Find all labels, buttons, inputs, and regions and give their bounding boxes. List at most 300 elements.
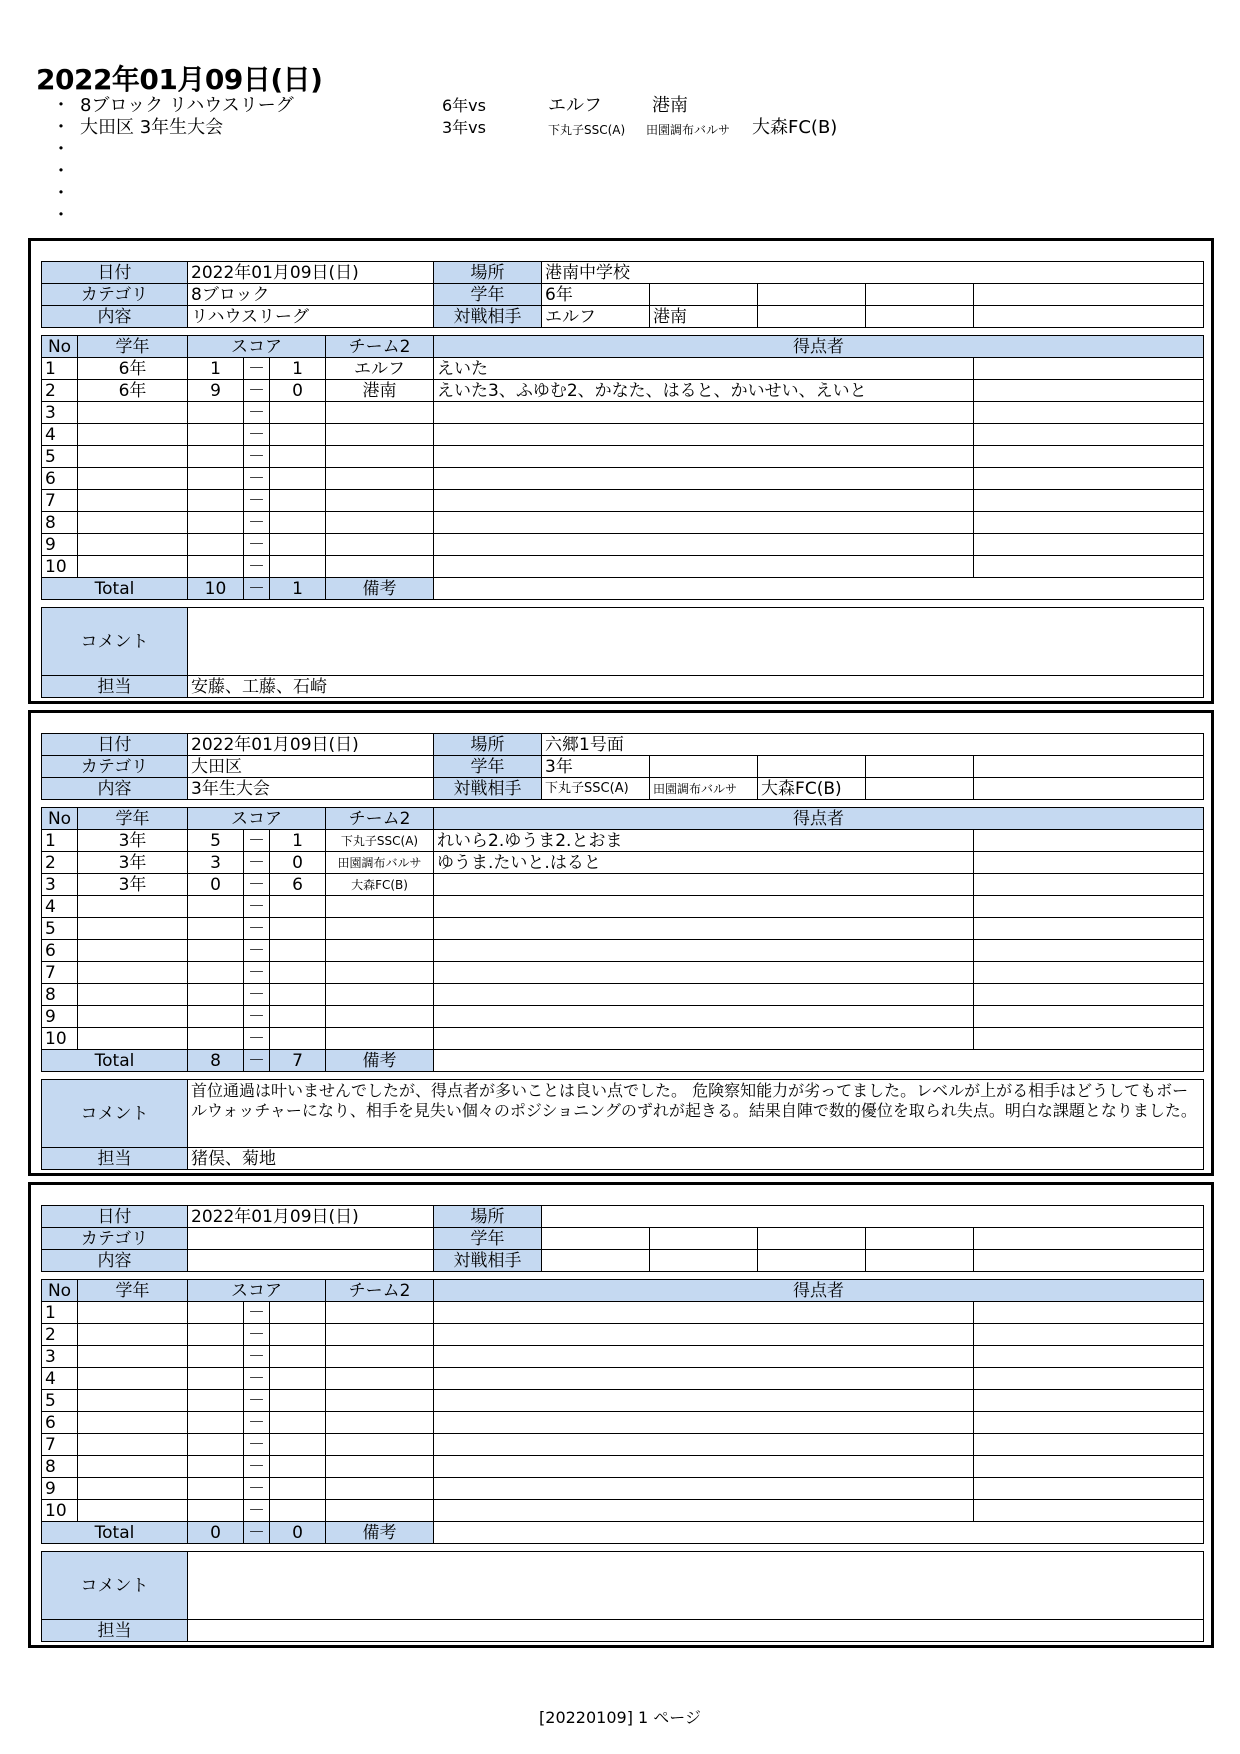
date-label: 日付 bbox=[42, 734, 188, 756]
row-score-home bbox=[188, 962, 244, 984]
remarks-label: 備考 bbox=[326, 1050, 434, 1072]
date-label: 日付 bbox=[42, 262, 188, 284]
row-grade bbox=[78, 984, 188, 1006]
row-score-away bbox=[270, 896, 326, 918]
opponent-value bbox=[650, 1250, 758, 1272]
category-value: 8ブロック bbox=[188, 284, 434, 306]
opponent-value bbox=[866, 1250, 974, 1272]
score-header: スコア bbox=[188, 1280, 326, 1302]
row-score-dash: － bbox=[244, 1324, 270, 1346]
row-scorers bbox=[434, 1456, 974, 1478]
row-grade bbox=[78, 1302, 188, 1324]
row-team2 bbox=[326, 446, 434, 468]
place-label: 場所 bbox=[434, 734, 542, 756]
info-row bbox=[42, 734, 1204, 756]
comment-value: 首位通過は叶いませんでしたが、得点者が多いことは良い点でした。 危険察知能力が劣ってました。レベルが上がる相手はどうしてもボールウォッチャーになり、相手を見失い個々のポジショニングのずれが起きる。結果自陣で数的優位を取られ失点。明白な課題となりました。 bbox=[188, 1080, 1204, 1148]
row-grade bbox=[78, 534, 188, 556]
row-team2: エルフ bbox=[326, 358, 434, 380]
row-scorers bbox=[434, 402, 974, 424]
row-team2 bbox=[326, 534, 434, 556]
comment-section bbox=[41, 1551, 1203, 1642]
row-score-dash: － bbox=[244, 1390, 270, 1412]
summary-line bbox=[52, 161, 952, 183]
empty-cell bbox=[650, 284, 758, 306]
row-score-home bbox=[188, 1368, 244, 1390]
row-score-dash: － bbox=[244, 512, 270, 534]
row-score-away bbox=[270, 556, 326, 578]
no-header: No bbox=[42, 1280, 78, 1302]
table-row bbox=[42, 490, 1204, 512]
info-row bbox=[42, 284, 1204, 306]
row-grade bbox=[78, 896, 188, 918]
place-label: 場所 bbox=[434, 262, 542, 284]
table-row bbox=[42, 852, 1204, 874]
grade-header: 学年 bbox=[78, 336, 188, 358]
row-score-away: 6 bbox=[270, 874, 326, 896]
row-grade bbox=[78, 402, 188, 424]
empty-cell bbox=[758, 284, 866, 306]
row-scorers bbox=[434, 1302, 974, 1324]
row-team2 bbox=[326, 1346, 434, 1368]
row-no: 9 bbox=[42, 1006, 78, 1028]
row-score-home bbox=[188, 1028, 244, 1050]
scorers-header: 得点者 bbox=[434, 336, 1204, 358]
row-no: 4 bbox=[42, 896, 78, 918]
table-row bbox=[42, 1006, 1204, 1028]
row-score-home bbox=[188, 1412, 244, 1434]
row-score-away bbox=[270, 1478, 326, 1500]
row-score-home: 0 bbox=[188, 874, 244, 896]
row-score-dash: － bbox=[244, 468, 270, 490]
score-header: スコア bbox=[188, 336, 326, 358]
row-score-away bbox=[270, 490, 326, 512]
comment-label: コメント bbox=[42, 608, 188, 676]
row-score-dash: － bbox=[244, 1368, 270, 1390]
match-info-table bbox=[41, 261, 1204, 328]
staff-label: 担当 bbox=[42, 1620, 188, 1642]
row-score-home bbox=[188, 1478, 244, 1500]
row-score-home bbox=[188, 468, 244, 490]
results bbox=[41, 335, 1203, 600]
info-row bbox=[42, 262, 1204, 284]
opponent-label: 対戦相手 bbox=[434, 778, 542, 800]
table-row bbox=[42, 1368, 1204, 1390]
row-score-dash: － bbox=[244, 556, 270, 578]
opponent-value: エルフ bbox=[542, 306, 650, 328]
empty-cell bbox=[974, 1028, 1204, 1050]
empty-cell bbox=[758, 1228, 866, 1250]
row-team2 bbox=[326, 1324, 434, 1346]
row-grade bbox=[78, 918, 188, 940]
content-label: 内容 bbox=[42, 1250, 188, 1272]
total-row bbox=[42, 578, 1204, 600]
table-row bbox=[42, 424, 1204, 446]
row-no: 9 bbox=[42, 534, 78, 556]
row-no: 3 bbox=[42, 1346, 78, 1368]
table-row bbox=[42, 1302, 1204, 1324]
table-row bbox=[42, 984, 1204, 1006]
row-no: 2 bbox=[42, 852, 78, 874]
empty-cell bbox=[974, 424, 1204, 446]
row-team2 bbox=[326, 962, 434, 984]
empty-cell bbox=[974, 1302, 1204, 1324]
table-row bbox=[42, 468, 1204, 490]
row-score-dash: － bbox=[244, 380, 270, 402]
row-score-home bbox=[188, 534, 244, 556]
info-row bbox=[42, 1250, 1204, 1272]
bullet: ・ bbox=[52, 183, 70, 204]
remarks-label: 備考 bbox=[326, 578, 434, 600]
row-score-home: 3 bbox=[188, 852, 244, 874]
category-value: 大田区 bbox=[188, 756, 434, 778]
row-grade: 6年 bbox=[78, 380, 188, 402]
row-team2: 港南 bbox=[326, 380, 434, 402]
total-dash: － bbox=[244, 1050, 270, 1072]
comment-table bbox=[41, 1079, 1204, 1170]
match-info bbox=[41, 261, 1203, 328]
summary-grade: 3年vs bbox=[442, 118, 486, 137]
empty-cell bbox=[974, 852, 1204, 874]
info-row bbox=[42, 306, 1204, 328]
row-no: 2 bbox=[42, 380, 78, 402]
row-score-home: 9 bbox=[188, 380, 244, 402]
row-team2 bbox=[326, 424, 434, 446]
row-scorers bbox=[434, 1434, 974, 1456]
row-team2 bbox=[326, 1006, 434, 1028]
row-score-away: 0 bbox=[270, 852, 326, 874]
row-score-dash: － bbox=[244, 1412, 270, 1434]
row-score-dash: － bbox=[244, 830, 270, 852]
empty-cell bbox=[758, 756, 866, 778]
remarks-value bbox=[434, 1050, 1204, 1072]
row-grade bbox=[78, 512, 188, 534]
row-no: 6 bbox=[42, 468, 78, 490]
row-scorers bbox=[434, 962, 974, 984]
place-label: 場所 bbox=[434, 1206, 542, 1228]
empty-cell bbox=[650, 1228, 758, 1250]
table-row bbox=[42, 380, 1204, 402]
grade-header: 学年 bbox=[78, 1280, 188, 1302]
table-row bbox=[42, 446, 1204, 468]
row-score-away bbox=[270, 402, 326, 424]
comment-value bbox=[188, 1552, 1204, 1620]
table-row bbox=[42, 1324, 1204, 1346]
row-grade bbox=[78, 1028, 188, 1050]
row-score-away bbox=[270, 512, 326, 534]
match-report-block bbox=[28, 238, 1214, 704]
content-value bbox=[188, 1250, 434, 1272]
place-value: 六郷1号面 bbox=[542, 734, 1204, 756]
empty-cell bbox=[974, 1478, 1204, 1500]
table-row bbox=[42, 1478, 1204, 1500]
row-score-dash: － bbox=[244, 984, 270, 1006]
total-label: Total bbox=[42, 578, 188, 600]
scorers-header: 得点者 bbox=[434, 808, 1204, 830]
opponent-value bbox=[974, 778, 1204, 800]
empty-cell bbox=[974, 512, 1204, 534]
row-score-home bbox=[188, 446, 244, 468]
row-score-away bbox=[270, 446, 326, 468]
match-info bbox=[41, 733, 1203, 800]
row-team2 bbox=[326, 1302, 434, 1324]
scorers-header: 得点者 bbox=[434, 1280, 1204, 1302]
opponent-value bbox=[758, 306, 866, 328]
row-scorers bbox=[434, 1028, 974, 1050]
row-score-dash: － bbox=[244, 1302, 270, 1324]
row-score-dash: － bbox=[244, 446, 270, 468]
row-no: 7 bbox=[42, 1434, 78, 1456]
empty-cell bbox=[974, 1368, 1204, 1390]
row-score-dash: － bbox=[244, 962, 270, 984]
table-row bbox=[42, 874, 1204, 896]
table-row bbox=[42, 962, 1204, 984]
results-header bbox=[42, 808, 1204, 830]
table-row bbox=[42, 1412, 1204, 1434]
row-score-dash: － bbox=[244, 1478, 270, 1500]
results bbox=[41, 807, 1203, 1072]
opponent-value bbox=[974, 1250, 1204, 1272]
empty-cell bbox=[974, 962, 1204, 984]
row-no: 5 bbox=[42, 1390, 78, 1412]
total-row bbox=[42, 1050, 1204, 1072]
row-grade bbox=[78, 1006, 188, 1028]
row-grade bbox=[78, 556, 188, 578]
row-scorers: ゆうま.たいと.はると bbox=[434, 852, 974, 874]
row-score-away bbox=[270, 962, 326, 984]
row-no: 5 bbox=[42, 446, 78, 468]
summary-opponent: 港南 bbox=[652, 95, 688, 116]
row-team2 bbox=[326, 940, 434, 962]
empty-cell bbox=[974, 1324, 1204, 1346]
row-score-dash: － bbox=[244, 940, 270, 962]
opponent-value: 大森FC(B) bbox=[758, 778, 866, 800]
staff-value: 安藤、工藤、石崎 bbox=[188, 676, 1204, 698]
row-grade bbox=[78, 1390, 188, 1412]
results-table bbox=[41, 335, 1204, 600]
match-info-table bbox=[41, 1205, 1204, 1272]
comment-row bbox=[42, 608, 1204, 676]
info-row bbox=[42, 1206, 1204, 1228]
row-no: 8 bbox=[42, 984, 78, 1006]
opponent-value: 田園調布バルサ bbox=[650, 778, 758, 800]
row-team2 bbox=[326, 512, 434, 534]
row-score-away bbox=[270, 1028, 326, 1050]
empty-cell bbox=[974, 1456, 1204, 1478]
bullet: ・ bbox=[52, 161, 70, 182]
row-score-home bbox=[188, 918, 244, 940]
row-no: 6 bbox=[42, 1412, 78, 1434]
row-scorers bbox=[434, 556, 974, 578]
total-away: 1 bbox=[270, 578, 326, 600]
info-row bbox=[42, 778, 1204, 800]
row-score-home: 1 bbox=[188, 358, 244, 380]
date-label: 日付 bbox=[42, 1206, 188, 1228]
opponent-value: 下丸子SSC(A) bbox=[542, 778, 650, 800]
row-score-away bbox=[270, 1434, 326, 1456]
row-score-home bbox=[188, 1324, 244, 1346]
grade-value: 6年 bbox=[542, 284, 650, 306]
row-grade bbox=[78, 1412, 188, 1434]
table-row bbox=[42, 940, 1204, 962]
table-row bbox=[42, 402, 1204, 424]
empty-cell bbox=[974, 380, 1204, 402]
row-scorers: えいた bbox=[434, 358, 974, 380]
empty-cell bbox=[974, 402, 1204, 424]
row-score-away bbox=[270, 1302, 326, 1324]
row-no: 1 bbox=[42, 1302, 78, 1324]
opponent-value bbox=[866, 778, 974, 800]
table-row bbox=[42, 1390, 1204, 1412]
row-score-dash: － bbox=[244, 852, 270, 874]
row-grade: 3年 bbox=[78, 830, 188, 852]
row-scorers bbox=[434, 1412, 974, 1434]
grade-header: 学年 bbox=[78, 808, 188, 830]
row-score-dash: － bbox=[244, 490, 270, 512]
total-home: 8 bbox=[188, 1050, 244, 1072]
empty-cell bbox=[974, 284, 1204, 306]
row-team2 bbox=[326, 1368, 434, 1390]
row-grade bbox=[78, 1368, 188, 1390]
row-score-home bbox=[188, 1500, 244, 1522]
row-team2 bbox=[326, 468, 434, 490]
bullet: ・ bbox=[52, 205, 70, 226]
row-score-home bbox=[188, 490, 244, 512]
row-scorers bbox=[434, 490, 974, 512]
table-row bbox=[42, 1028, 1204, 1050]
row-score-away bbox=[270, 1368, 326, 1390]
table-row bbox=[42, 1456, 1204, 1478]
team2-header: チーム2 bbox=[326, 808, 434, 830]
row-team2 bbox=[326, 918, 434, 940]
row-no: 3 bbox=[42, 874, 78, 896]
row-no: 1 bbox=[42, 358, 78, 380]
opponent-label: 対戦相手 bbox=[434, 306, 542, 328]
row-grade bbox=[78, 490, 188, 512]
row-team2 bbox=[326, 490, 434, 512]
row-no: 7 bbox=[42, 490, 78, 512]
table-row bbox=[42, 1434, 1204, 1456]
empty-cell bbox=[866, 284, 974, 306]
row-score-home bbox=[188, 1302, 244, 1324]
row-score-home bbox=[188, 940, 244, 962]
page-footer: [20220109] 1 ページ bbox=[539, 1708, 701, 1727]
score-header: スコア bbox=[188, 808, 326, 830]
row-grade bbox=[78, 1346, 188, 1368]
empty-cell bbox=[974, 984, 1204, 1006]
results-header bbox=[42, 336, 1204, 358]
content-value: リハウスリーグ bbox=[188, 306, 434, 328]
match-report-block bbox=[28, 710, 1214, 1176]
empty-cell bbox=[974, 940, 1204, 962]
summary-line bbox=[52, 205, 952, 227]
bullet: ・ bbox=[52, 95, 70, 116]
row-score-home bbox=[188, 1456, 244, 1478]
bullet: ・ bbox=[52, 117, 70, 138]
opponent-value bbox=[542, 1250, 650, 1272]
row-scorers bbox=[434, 984, 974, 1006]
row-score-away bbox=[270, 940, 326, 962]
opponent-value bbox=[866, 306, 974, 328]
date-value: 2022年01月09日(日) bbox=[188, 262, 434, 284]
row-score-away bbox=[270, 424, 326, 446]
row-scorers bbox=[434, 1346, 974, 1368]
row-scorers bbox=[434, 896, 974, 918]
total-dash: － bbox=[244, 1522, 270, 1544]
empty-cell bbox=[974, 1346, 1204, 1368]
row-score-away: 1 bbox=[270, 358, 326, 380]
summary-opponent: 下丸子SSC(A) bbox=[548, 123, 626, 137]
grade-value: 3年 bbox=[542, 756, 650, 778]
empty-cell bbox=[974, 446, 1204, 468]
empty-cell bbox=[974, 1500, 1204, 1522]
empty-cell bbox=[974, 490, 1204, 512]
opponent-label: 対戦相手 bbox=[434, 1250, 542, 1272]
grade-label: 学年 bbox=[434, 756, 542, 778]
comment-section bbox=[41, 1079, 1203, 1170]
empty-cell bbox=[974, 918, 1204, 940]
row-team2 bbox=[326, 1456, 434, 1478]
row-score-away bbox=[270, 1500, 326, 1522]
row-score-home bbox=[188, 1390, 244, 1412]
no-header: No bbox=[42, 336, 78, 358]
row-no: 8 bbox=[42, 1456, 78, 1478]
results bbox=[41, 1279, 1203, 1544]
table-row bbox=[42, 512, 1204, 534]
empty-cell bbox=[974, 1390, 1204, 1412]
remarks-value bbox=[434, 1522, 1204, 1544]
date-value: 2022年01月09日(日) bbox=[188, 734, 434, 756]
row-grade bbox=[78, 940, 188, 962]
total-away: 0 bbox=[270, 1522, 326, 1544]
empty-cell bbox=[650, 756, 758, 778]
row-scorers bbox=[434, 918, 974, 940]
content-label: 内容 bbox=[42, 778, 188, 800]
row-scorers bbox=[434, 1478, 974, 1500]
row-no: 10 bbox=[42, 1500, 78, 1522]
empty-cell bbox=[974, 468, 1204, 490]
total-label: Total bbox=[42, 1522, 188, 1544]
row-team2 bbox=[326, 1412, 434, 1434]
empty-cell bbox=[974, 756, 1204, 778]
table-row bbox=[42, 830, 1204, 852]
row-score-home: 5 bbox=[188, 830, 244, 852]
row-grade: 3年 bbox=[78, 852, 188, 874]
empty-cell bbox=[974, 1228, 1204, 1250]
comment-row bbox=[42, 1552, 1204, 1620]
summary-category: 大田区 3年生大会 bbox=[80, 117, 224, 138]
empty-cell bbox=[974, 874, 1204, 896]
row-score-away bbox=[270, 984, 326, 1006]
row-scorers bbox=[434, 874, 974, 896]
row-scorers bbox=[434, 446, 974, 468]
row-scorers bbox=[434, 940, 974, 962]
remarks-label: 備考 bbox=[326, 1522, 434, 1544]
row-scorers bbox=[434, 1368, 974, 1390]
row-team2 bbox=[326, 896, 434, 918]
staff-value: 猪俣、菊地 bbox=[188, 1148, 1204, 1170]
row-grade bbox=[78, 446, 188, 468]
row-scorers bbox=[434, 512, 974, 534]
summary-opponent: 大森FC(B) bbox=[752, 117, 838, 138]
empty-cell bbox=[974, 1434, 1204, 1456]
total-label: Total bbox=[42, 1050, 188, 1072]
row-scorers bbox=[434, 1390, 974, 1412]
comment-label: コメント bbox=[42, 1080, 188, 1148]
table-row bbox=[42, 1500, 1204, 1522]
match-report-block bbox=[28, 1182, 1214, 1648]
row-grade bbox=[78, 1434, 188, 1456]
category-value bbox=[188, 1228, 434, 1250]
